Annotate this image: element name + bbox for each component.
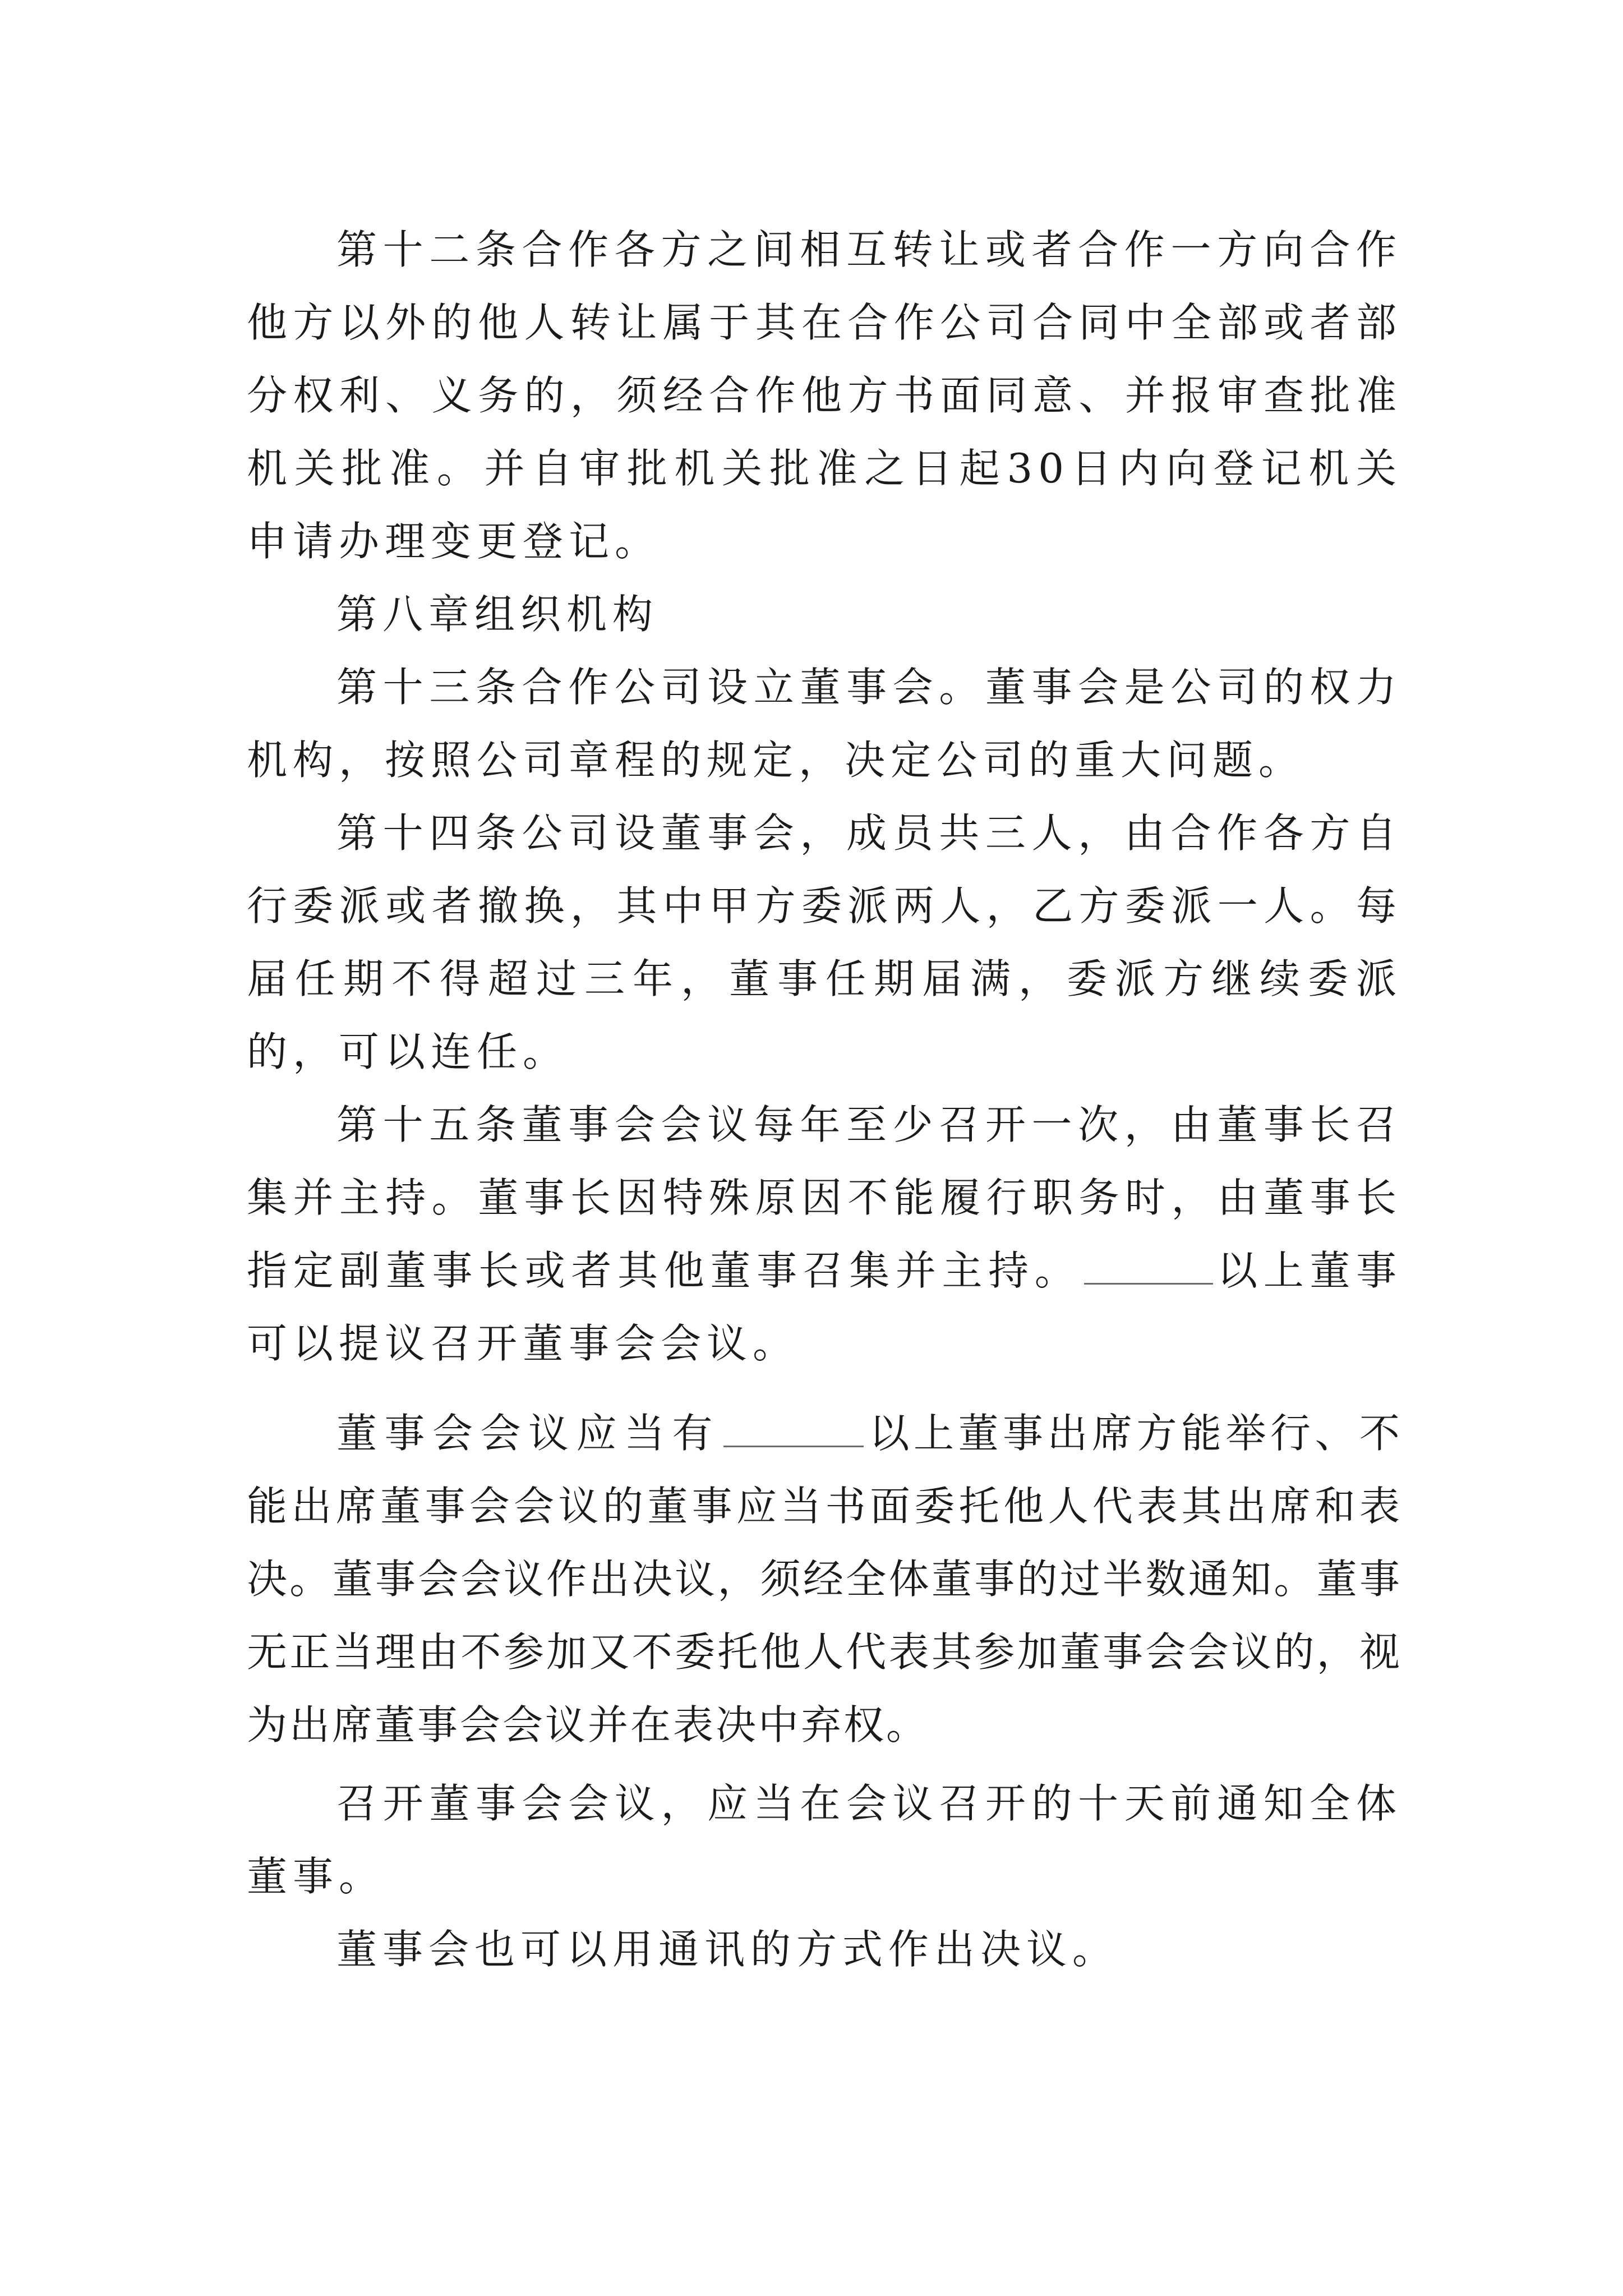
quorum-text-before: 董事会会议应当有 [336,1410,720,1457]
notice-paragraph: 召开董事会会议，应当在会议召开的十天前通知全体董事。 [247,1780,1402,1900]
fill-in-blank [723,1403,864,1447]
fill-in-blank [1084,1240,1213,1285]
article-15-paragraph [247,1088,1402,1380]
written-resolution-paragraph: 董事会也可以用通讯的方式作出决议。 [336,1926,1119,1973]
article-12-paragraph: 第十二条合作各方之间相互转让或者合作一方向合作他方以外的他人转让属于其在合作公司合同中全部或者部分权利、义务的，须经合作他方书面同意、并报审查批准机关批准。并自审批机关批准之日起30日内向登记机关申请办理变更登记。 [247,226,1402,565]
chapter-8-heading: 第八章组织机构 [336,591,659,638]
article-13-paragraph: 第十三条合作公司设立董事会。董事会是公司的权力机构，按照公司章程的规定，决定公司的重大问题。 [247,664,1402,784]
quorum-paragraph [247,1397,1402,1761]
quorum-text-after: 以上董事出席方能举行、不能出席董事会会议的董事应当书面委托他人代表其出席和表决。董事会会议作出决议，须经全体董事的过半数通知。董事无正当理由不参加又不委托他人代表其参加董事会会议的，视为出席董事会会议并在表决中弃权。 [247,1410,1402,1749]
article-15-text-before: 第十五条董事会会议每年至少召开一次，由董事长召集并主持。董事长因特殊原因不能履行职务时，由董事长指定副董事长或者其他董事召集并主持。 [247,1101,1402,1294]
article-15-text-after: 以上董事可以提议召开董事会会议。 [247,1247,1402,1367]
article-14-paragraph: 第十四条公司设董事会，成员共三人，由合作各方自行委派或者撤换，其中甲方委派两人，乙方委派一人。每届任期不得超过三年，董事任期届满，委派方继续委派的，可以连任。 [247,809,1402,1075]
